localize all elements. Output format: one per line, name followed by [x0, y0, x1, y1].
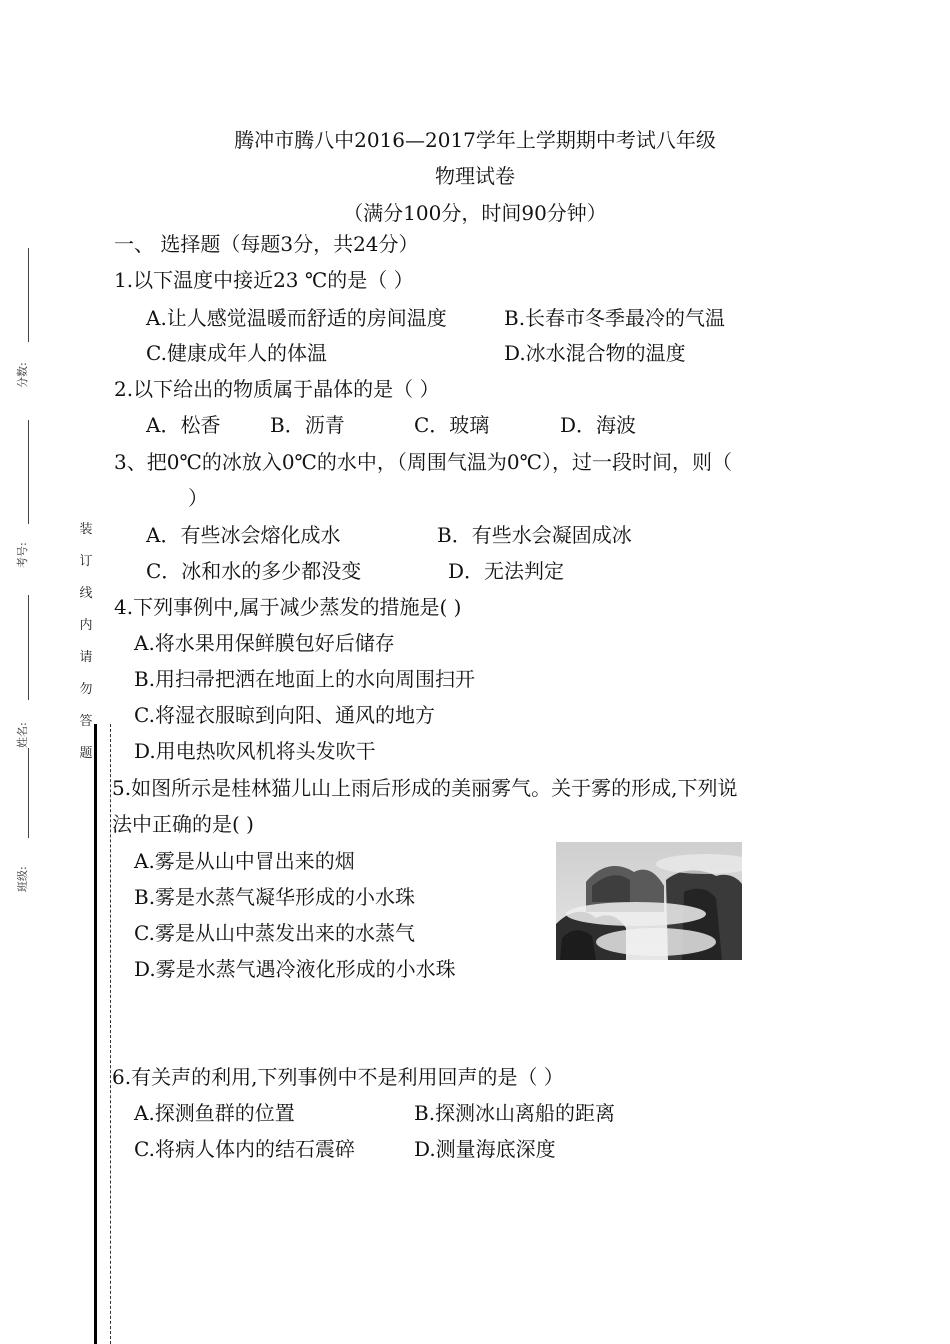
exam-number-field-label: 考号:: [16, 542, 29, 568]
question-3-option-c: C．冰和水的多少都没变: [146, 559, 362, 583]
question-2-stem: 2.以下给出的物质属于晶体的是（ ）: [114, 377, 440, 401]
question-2-option-a: A．松香: [146, 413, 221, 437]
name-field-line: [28, 595, 29, 700]
question-3-option-b: B．有些水会凝固成冰: [437, 523, 632, 547]
question-4-option-d: D.用电热吹风机将头发吹干: [134, 739, 376, 763]
name-field-label: 姓名:: [16, 722, 29, 748]
question-3-option-a: A．有些冰会熔化成水: [146, 523, 341, 547]
question-6-option-d: D.测量海底深度: [414, 1137, 556, 1161]
question-1-option-a: A.让人感觉温暖而舒适的房间温度: [146, 306, 447, 330]
mountain-fog-illustration: [556, 842, 742, 960]
question-2-option-d: D．海波: [560, 413, 637, 437]
cutting-line: [110, 724, 111, 1344]
question-5-option-d: D.雾是水蒸气遇冷液化形成的小水珠: [134, 957, 456, 981]
class-field-label: 班级:: [16, 866, 29, 892]
question-4-option-b: B.用扫帚把洒在地面上的水向周围扫开: [134, 667, 476, 691]
question-1-option-b: B.长春市冬季最冷的气温: [504, 306, 726, 330]
score-field-label: 分数:: [16, 362, 29, 388]
question-6-stem: 6.有关声的利用,下列事例中不是利用回声的是（ ）: [112, 1065, 564, 1089]
score-field-line: [28, 248, 29, 342]
question-5-option-b: B.雾是水蒸气凝华形成的小水珠: [134, 885, 416, 909]
exam-number-field-line: [28, 420, 29, 524]
binding-line: [94, 724, 97, 1344]
question-5-option-c: C.雾是从山中蒸发出来的水蒸气: [134, 921, 415, 945]
question-2-option-b: B．沥青: [270, 413, 345, 437]
question-5-stem: 5.如图所示是桂林猫儿山上雨后形成的美丽雾气。关于雾的形成,下列说: [112, 776, 738, 800]
question-6-option-a: A.探测鱼群的位置: [134, 1101, 295, 1125]
question-4-option-a: A.将水果用保鲜膜包好后储存: [134, 631, 395, 655]
question-3-stem: 3、把0℃的冰放入0℃的水中，（周围气温为0℃），过一段时间，则（: [114, 450, 733, 474]
class-field-line: [28, 748, 29, 838]
question-3-option-d: D．无法判定: [448, 559, 565, 583]
question-6-option-b: B.探测冰山离船的距离: [414, 1101, 616, 1125]
exam-subject: 物理试卷: [435, 164, 515, 188]
question-5-stem-cont: 法中正确的是( ): [112, 812, 254, 836]
question-6-option-c: C.将病人体内的结石震碎: [134, 1137, 355, 1161]
question-1-option-c: C.健康成年人的体温: [146, 341, 327, 365]
question-2-option-c: C．玻璃: [414, 413, 490, 437]
section-heading: 一、 选择题（每题3分，共24分）: [114, 232, 419, 256]
exam-scoring-note: （满分100分，时间90分钟）: [343, 201, 607, 225]
question-1-stem: 1.以下温度中接近23 ℃的是（ ）: [114, 268, 414, 292]
question-3-stem-cont: ）: [188, 486, 208, 510]
question-1-option-d: D.冰水混合物的温度: [504, 341, 686, 365]
question-4-stem: 4.下列事例中,属于减少蒸发的措施是( ): [114, 595, 462, 619]
question-4-option-c: C.将湿衣服晾到向阳、通风的地方: [134, 703, 435, 727]
binding-note: 装订线内请勿答题: [79, 522, 93, 761]
exam-title: 腾冲市腾八中2016—2017学年上学期期中考试八年级: [234, 128, 716, 152]
foggy-mountain-photo: [556, 842, 742, 960]
question-5-option-a: A.雾是从山中冒出来的烟: [134, 849, 355, 873]
